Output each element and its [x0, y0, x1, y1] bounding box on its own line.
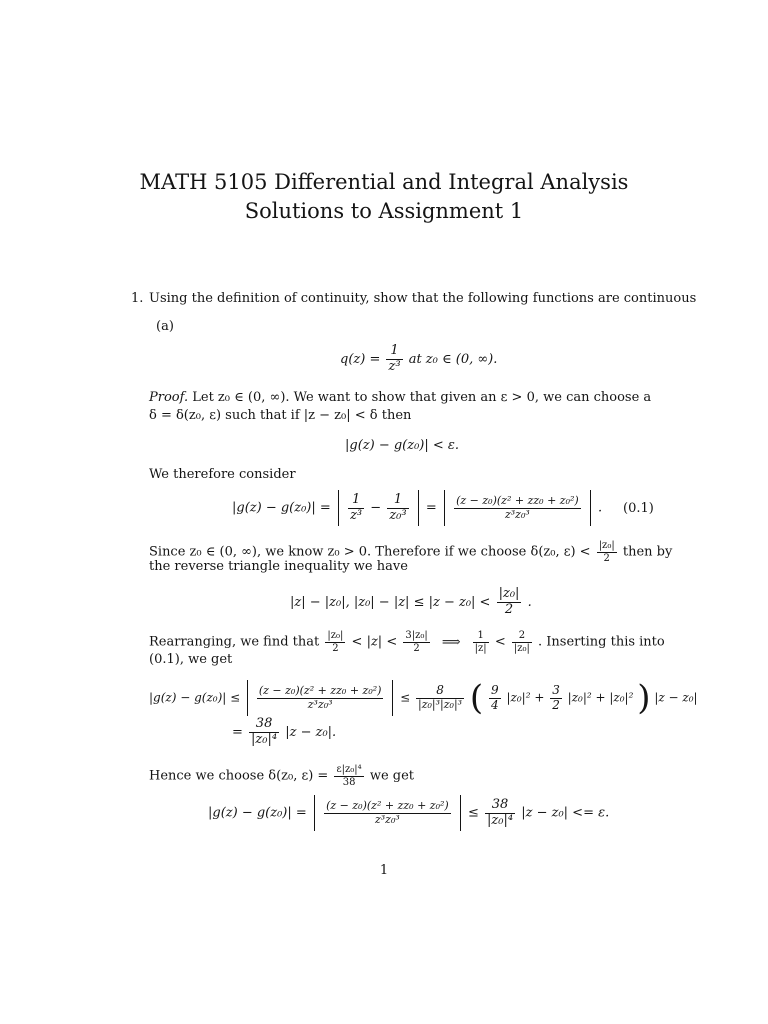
part-label: (a): [156, 319, 174, 334]
hence-frac-num: ε|z₀|⁴: [336, 764, 362, 775]
rearr-frac-3: [473, 630, 489, 654]
since-text-b: then by: [622, 544, 673, 560]
eq2b-tail: |z − z₀|.: [285, 724, 337, 740]
eq2b-fraction: [249, 717, 279, 748]
eq3-frac-38-den: |z₀|⁴: [487, 812, 514, 828]
eq-q-fraction: [386, 344, 402, 375]
since-line-2: the reverse triangle inequality we have: [149, 559, 408, 574]
proof-label: Proof.: [149, 390, 189, 405]
rearr-text-b: . Inserting this into: [538, 634, 665, 650]
rearranging-line-2: (0.1), we get: [149, 652, 233, 667]
proof-text-1: Let z₀ ∈ (0, ∞). We want to show that given an ε > 0, we can choose a: [192, 390, 652, 405]
problem-number: 1.: [131, 291, 144, 306]
eq3-abs-right: [460, 795, 461, 831]
since-frac-den: 2: [603, 552, 610, 564]
rearr-frac-4: [512, 630, 532, 654]
eq2-lhs: |g(z) − g(z₀)| ≤: [149, 690, 241, 705]
eq2-abs-right: [392, 680, 393, 716]
eq3-le: ≤: [467, 805, 479, 821]
rearr-text-a: Rearranging, we find that: [149, 634, 320, 650]
eq2-frac-9-4-den: 4: [491, 697, 499, 712]
page-number: 1: [379, 863, 389, 878]
eq1-frac-a: [348, 493, 364, 524]
eq2-paren-right: ): [637, 678, 651, 718]
eq1-frac-b-num: 1: [387, 493, 408, 509]
title-line-1: MATH 5105 Differential and Integral Analysis: [139, 170, 629, 194]
eq1-minus: −: [370, 500, 382, 516]
equation-final: [208, 795, 609, 831]
eq2-le: ≤: [400, 690, 411, 705]
eq-q-denominator: z³: [388, 358, 401, 374]
eq-rev-den: 2: [504, 601, 514, 617]
abs-bar-right: [418, 490, 419, 526]
consider-text: We therefore consider: [149, 467, 296, 482]
eq-rev-fraction: [497, 587, 522, 618]
eq2-tail: |z − z₀|: [654, 690, 698, 705]
equation-bound: [149, 678, 698, 718]
rearr-frac-2: [403, 630, 429, 654]
abs-bar-left: [338, 490, 339, 526]
eq3-lhs: |g(z) − g(z₀)| =: [208, 805, 307, 821]
abs-bar-right-2: [590, 490, 591, 526]
equation-bound-cont: [232, 717, 336, 748]
hence-text-a: Hence we choose δ(z₀, ε) =: [149, 768, 329, 784]
rearr-lt: <: [494, 634, 506, 650]
eq2-num: (z − z₀)(z² + zz₀ + z₀²): [258, 683, 382, 697]
eq3-abs-left: [314, 795, 315, 831]
eq-rev-lhs: |z| − |z₀|, |z₀| − |z| ≤ |z − z₀| <: [290, 594, 491, 610]
eq2-frac-8-num: 8: [416, 684, 464, 699]
rearr-implies: ⟹: [441, 634, 461, 650]
since-fraction: [597, 540, 617, 564]
proof-line-1: [149, 390, 651, 405]
rearr-frac-1: [325, 630, 345, 654]
eq2-frac-3-2-num: 3: [552, 682, 560, 697]
rearr-frac-1-den: 2: [332, 642, 339, 654]
proof-line-2: δ = δ(z₀, ε) such that if |z − z₀| < δ then: [149, 408, 412, 423]
eq2-frac-9-4-num: 9: [491, 682, 499, 697]
eq3-tail: |z − z₀| <= ε.: [521, 805, 610, 821]
since-frac-num: |z₀|: [598, 540, 615, 551]
rearranging-line-1: [149, 630, 665, 654]
eq1-frac-b-den: z₀³: [389, 507, 407, 523]
problem-text: Using the definition of continuity, show that the following functions are continuous: [149, 291, 697, 306]
eq2-term-1: |z₀|² +: [506, 690, 545, 705]
eq1-frac-a-num: 1: [348, 493, 364, 509]
eq2-frac-8: [416, 684, 464, 711]
eq-q-lhs: q(z) =: [340, 351, 381, 367]
eq2-frac-9-4: [489, 684, 501, 713]
eq2-den: z³z₀³: [307, 697, 333, 711]
equation-label-0-1: (0.1): [623, 501, 654, 516]
eq3-fraction: [324, 800, 451, 826]
eq1-equals: =: [425, 500, 437, 516]
abs-bar-left-2: [444, 490, 445, 526]
eq1-period: .: [597, 500, 603, 516]
eq2-term-2: |z₀|² + |z₀|²: [567, 690, 634, 705]
eq3-num: (z − z₀)(z² + zz₀ + z₀²): [326, 798, 449, 812]
rearr-frac-2-den: 2: [413, 642, 420, 654]
eq2-paren-left: (: [469, 678, 484, 718]
eq2b-equals: =: [232, 724, 243, 740]
eq2b-den: |z₀|⁴: [251, 731, 278, 747]
eq2-abs-left: [247, 680, 248, 716]
rearr-mid: < |z| <: [351, 634, 398, 650]
rearr-frac-1-num: |z₀|: [327, 630, 344, 641]
eq-q-numerator: 1: [386, 344, 402, 360]
eq3-den: z³z₀³: [374, 812, 400, 826]
rearr-frac-3-den: |z|: [474, 642, 487, 654]
eq1-frac-a-den: z³: [350, 507, 363, 523]
eq2-frac-8-den: |z₀|³|z₀|³: [418, 698, 463, 712]
since-text-a: Since z₀ ∈ (0, ∞), we know z₀ > 0. Therefore if we choose δ(z₀, ε) <: [149, 544, 591, 560]
eq1-frac-c-num: (z − z₀)(z² + zz₀ + z₀²): [456, 493, 579, 507]
hence-frac-den: 38: [342, 776, 356, 788]
equation-reverse-triangle: [290, 587, 532, 618]
eq2-frac-3-2-den: 2: [552, 697, 560, 712]
equation-q: [340, 344, 497, 375]
eq1-frac-b: [387, 493, 408, 524]
rearr-frac-4-num: 2: [512, 630, 532, 643]
title-line-2: Solutions to Assignment 1: [244, 199, 524, 223]
eq1-frac-c-den: z³z₀³: [504, 507, 530, 521]
eq-rev-period: .: [527, 594, 532, 610]
eq1-frac-c: [454, 495, 581, 521]
eq3-frac-38-num: 38: [485, 798, 515, 814]
eq1-lhs: |g(z) − g(z₀)| =: [232, 500, 331, 516]
eq2b-num: 38: [249, 717, 279, 733]
hence-line: [149, 764, 414, 788]
eq3-frac-38: [485, 798, 515, 829]
eq2-frac-3-2: [550, 684, 562, 713]
rearr-frac-2-num: 3|z₀|: [405, 630, 428, 641]
eq2-fraction: [257, 685, 384, 711]
rearr-frac-4-den: |z₀|: [513, 642, 530, 654]
equation-0-1: [232, 490, 602, 526]
rearr-frac-3-num: 1: [473, 630, 489, 643]
equation-goal: |g(z) − g(z₀)| < ε.: [345, 438, 460, 453]
hence-fraction: [334, 764, 363, 788]
hence-text-b: we get: [369, 768, 415, 784]
eq-rev-num: |z₀|: [498, 586, 520, 601]
eq-q-rhs: at z₀ ∈ (0, ∞).: [408, 351, 498, 367]
